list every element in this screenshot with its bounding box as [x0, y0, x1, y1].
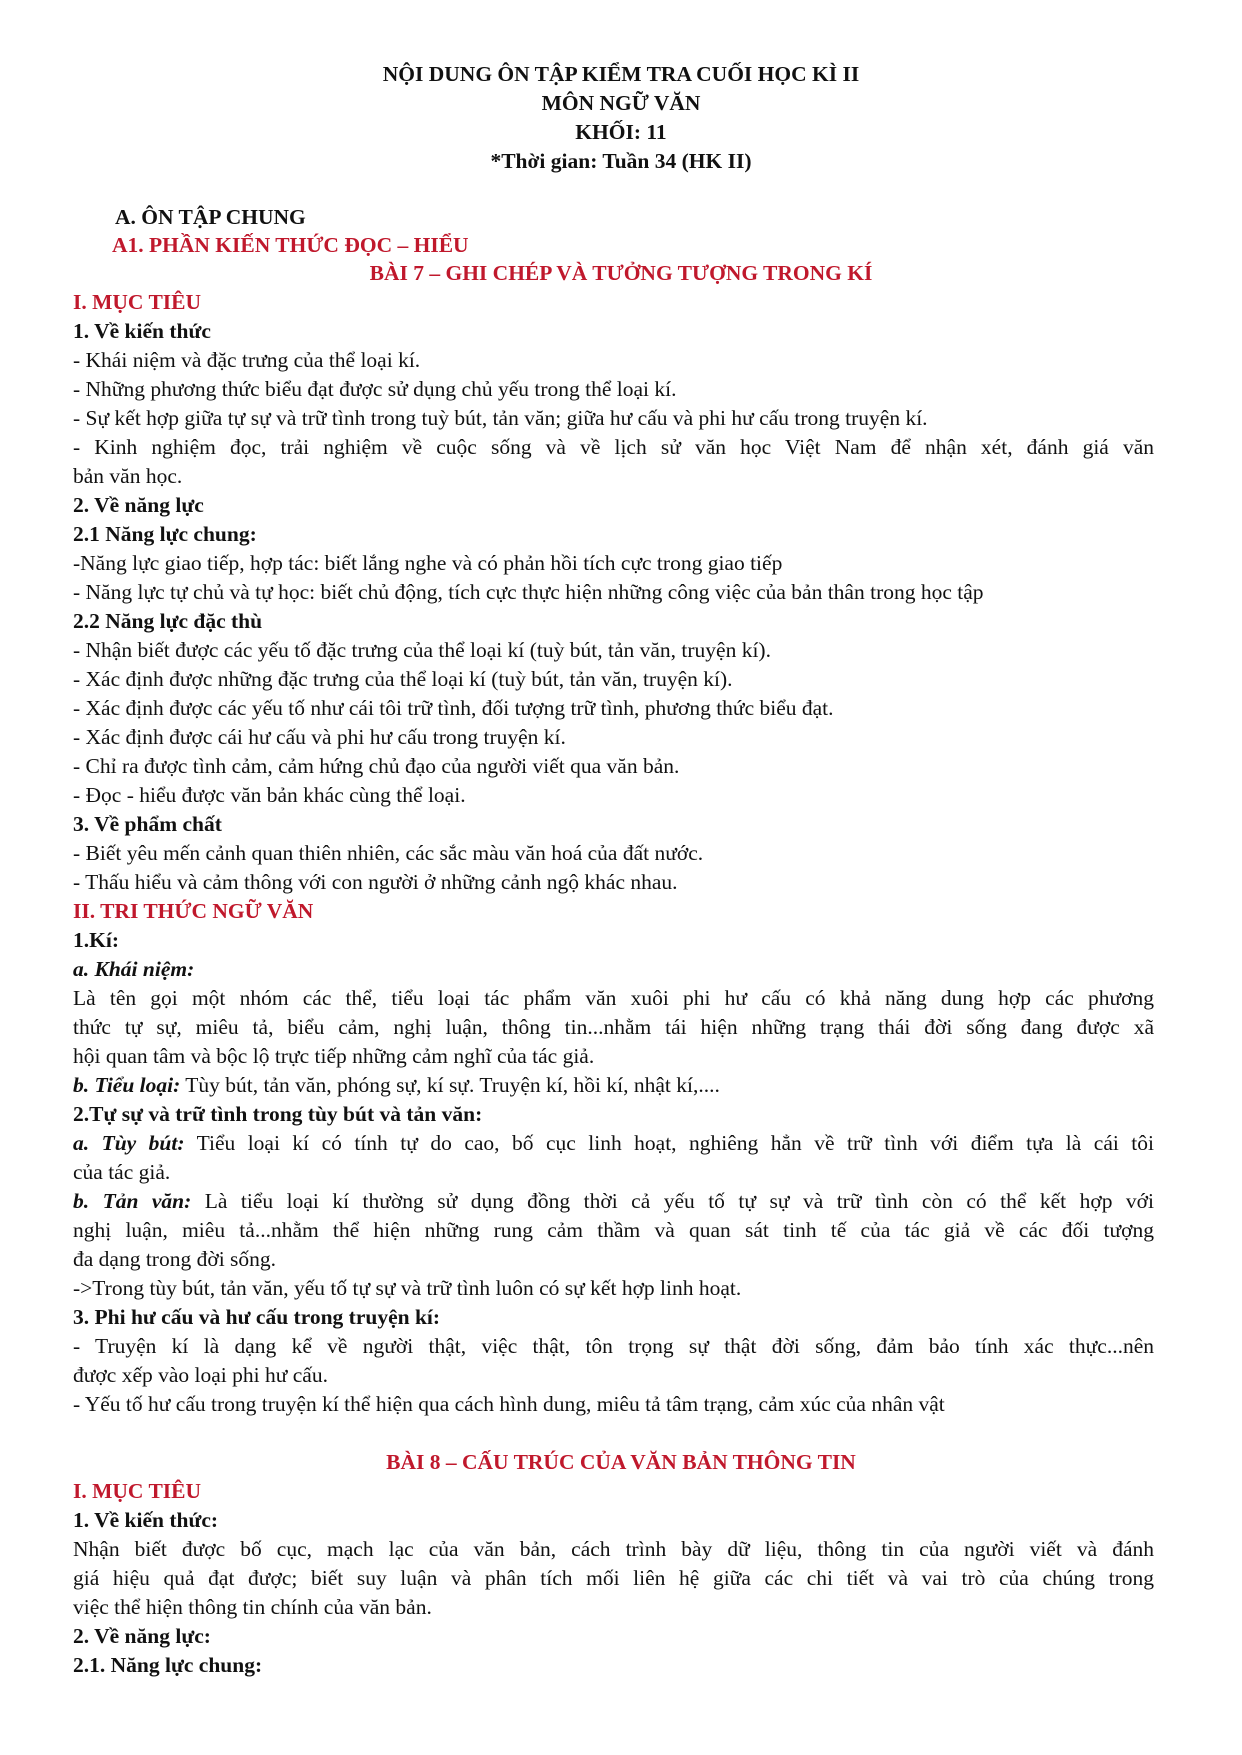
bai7-dac-thu-item: - Đọc - hiểu được văn bản khác cùng thể loại. — [73, 783, 466, 807]
bai7-dac-thu-item: - Xác định được cái hư cấu và phi hư cấu trong truyện kí. — [73, 725, 566, 749]
bai7-kien-thuc-item: - Khái niệm và đặc trưng của thể loại kí. — [73, 348, 421, 372]
bai7-khai-niem-heading: a. Khái niệm: — [73, 957, 195, 981]
bai7-kien-thuc-item: - Những phương thức biểu đạt được sử dụng chủ yếu trong thể loại kí. — [73, 377, 677, 401]
bai7-phi-hu-cau-heading: 3. Phi hư cấu và hư cấu trong truyện kí: — [73, 1305, 441, 1329]
bai7-nang-luc-chung-heading: 2.1 Năng lực chung: — [73, 522, 257, 546]
bai8-kien-thuc-text: việc thể hiện thông tin chính của văn bản. — [73, 1595, 432, 1619]
doc-subject: MÔN NGỮ VĂN — [541, 91, 701, 115]
bai7-tan-van-text: Là tiểu loại kí thường sử dụng đồng thời cả yếu tố tự sự và trữ tình còn có thể kết hợp với — [191, 1189, 1155, 1213]
bai7-dac-thu-item: - Xác định được những đặc trưng của thể loại kí (tuỳ bút, tản văn, truyện kí). — [73, 667, 733, 691]
bai7-phi-hu-cau-item: - Truyện kí là dạng kể về người thật, việc thật, tôn trọng sự thật đời sống, đảm bảo tính xác thực...nên — [73, 1334, 1154, 1358]
bai7-kien-thuc-heading: 1. Về kiến thức — [73, 319, 211, 343]
bai7-pham-chat-item: - Biết yêu mến cảnh quan thiên nhiên, các sắc màu văn hoá của đất nước. — [73, 841, 704, 865]
bai7-title: BÀI 7 – GHI CHÉP VÀ TƯỞNG TƯỢNG TRONG KÍ — [369, 261, 873, 285]
section-a1-heading: A1. PHẦN KIẾN THỨC ĐỌC – HIỂU — [112, 233, 469, 257]
bai7-pham-chat-heading: 3. Về phẩm chất — [73, 812, 222, 836]
bai7-nang-luc-chung-item: -Năng lực giao tiếp, hợp tác: biết lắng nghe và có phản hồi tích cực trong giao tiếp — [73, 551, 783, 575]
bai7-pham-chat-item: - Thấu hiểu và cảm thông với con người ở những cảnh ngộ khác nhau. — [73, 870, 678, 894]
bai7-khai-niem-text: Là tên gọi một nhóm các thể, tiểu loại tác phẩm văn xuôi phi hư cấu có khả năng dung hợp các phương — [73, 986, 1154, 1010]
bai8-muc-tieu-heading: I. MỤC TIÊU — [73, 1479, 202, 1503]
bai7-nang-luc-chung-item: - Năng lực tự chủ và tự học: biết chủ động, tích cực thực hiện những công việc của bản thân trong học tập — [73, 580, 984, 604]
bai7-kien-thuc-item: - Kinh nghiệm đọc, trải nghiệm về cuộc sống và về lịch sử văn học Việt Nam để nhận xét, đánh giá văn — [73, 435, 1154, 459]
bai7-tieu-loai-text: Tùy bút, tản văn, phóng sự, kí sự. Truyện kí, hồi kí, nhật kí,.... — [180, 1073, 720, 1097]
bai7-dac-thu-item: - Nhận biết được các yếu tố đặc trưng của thể loại kí (tuỳ bút, tản văn, truyện kí). — [73, 638, 771, 662]
bai7-tan-van-text-cont: đa dạng trong đời sống. — [73, 1247, 277, 1271]
bai7-khai-niem-text: thức tự sự, miêu tả, biểu cảm, nghị luận, thông tin...nhằm tái hiện những trạng thái đời sống đang được xã — [73, 1015, 1154, 1039]
bai7-tieu-loai-line — [73, 1071, 720, 1099]
bai7-tuy-but-text-cont: của tác giả. — [73, 1160, 171, 1184]
bai7-tu-su-heading: 2.Tự sự và trữ tình trong tùy bút và tản văn: — [73, 1102, 483, 1126]
bai7-tuy-but-text: Tiểu loại kí có tính tự do cao, bố cục linh hoạt, nghiêng hẳn về trữ tình với điểm tựa là cái tôi — [184, 1131, 1154, 1155]
bai8-kien-thuc-text: giá hiệu quả đạt được; biết suy luận và phân tích mối liên hệ giữa các chi tiết và vai trò của chúng trong — [73, 1566, 1154, 1590]
bai8-nang-luc-heading: 2. Về năng lực: — [73, 1624, 211, 1648]
bai7-tieu-loai-label: b. Tiểu loại: — [73, 1073, 181, 1097]
bai7-ket-hop-text: ->Trong tùy bút, tản văn, yếu tố tự sự và trữ tình luôn có sự kết hợp linh hoạt. — [73, 1276, 742, 1300]
bai7-tan-van-label: b. Tản văn: — [73, 1189, 192, 1213]
bai8-nang-luc-chung-heading: 2.1. Năng lực chung: — [73, 1653, 263, 1677]
bai7-kien-thuc-item: - Sự kết hợp giữa tự sự và trữ tình trong tuỳ bút, tản văn; giữa hư cấu và phi hư cấu trong truyện kí. — [73, 406, 928, 430]
bai7-phi-hu-cau-item-cont: được xếp vào loại phi hư cấu. — [73, 1363, 328, 1387]
doc-time: *Thời gian: Tuần 34 (HK II) — [490, 149, 752, 173]
bai7-tuy-but-label: a. Tùy bút: — [73, 1131, 185, 1155]
bai7-tri-thuc-heading: II. TRI THỨC NGỮ VĂN — [73, 899, 314, 923]
bai7-khai-niem-text: hội quan tâm và bộc lộ trực tiếp những cảm nghĩ của tác giả. — [73, 1044, 595, 1068]
bai7-tan-van-text-cont: nghị luận, miêu tả...nhằm thể hiện những rung cảm thầm và quan sát tinh tế của tác giả về các đối tượng — [73, 1218, 1154, 1242]
bai7-tuy-but-line — [73, 1129, 1154, 1157]
bai8-kien-thuc-text: Nhận biết được bố cục, mạch lạc của văn bản, cách trình bày dữ liệu, thông tin của người viết và đánh — [73, 1537, 1154, 1561]
bai8-kien-thuc-heading: 1. Về kiến thức: — [73, 1508, 219, 1532]
section-a-heading: A. ÔN TẬP CHUNG — [115, 205, 306, 229]
bai7-nang-luc-heading: 2. Về năng lực — [73, 493, 204, 517]
bai7-ki-heading: 1.Kí: — [73, 928, 119, 952]
bai7-dac-thu-item: - Chỉ ra được tình cảm, cảm hứng chủ đạo của người viết qua văn bản. — [73, 754, 680, 778]
bai7-phi-hu-cau-item: - Yếu tố hư cấu trong truyện kí thể hiện qua cách hình dung, miêu tả tâm trạng, cảm xúc của nhân vật — [73, 1392, 945, 1416]
bai7-kien-thuc-item-cont: bản văn học. — [73, 464, 183, 488]
doc-title: NỘI DUNG ÔN TẬP KIỂM TRA CUỐI HỌC KÌ II — [382, 62, 860, 86]
bai7-dac-thu-item: - Xác định được các yếu tố như cái tôi trữ tình, đối tượng trữ tình, phương thức biểu đạt. — [73, 696, 834, 720]
bai7-muc-tieu-heading: I. MỤC TIÊU — [73, 290, 202, 314]
bai7-nang-luc-dac-thu-heading: 2.2 Năng lực đặc thù — [73, 609, 263, 633]
bai7-tan-van-line — [73, 1187, 1154, 1215]
bai8-title: BÀI 8 – CẤU TRÚC CỦA VĂN BẢN THÔNG TIN — [386, 1450, 856, 1474]
doc-grade: KHỐI: 11 — [575, 120, 667, 144]
